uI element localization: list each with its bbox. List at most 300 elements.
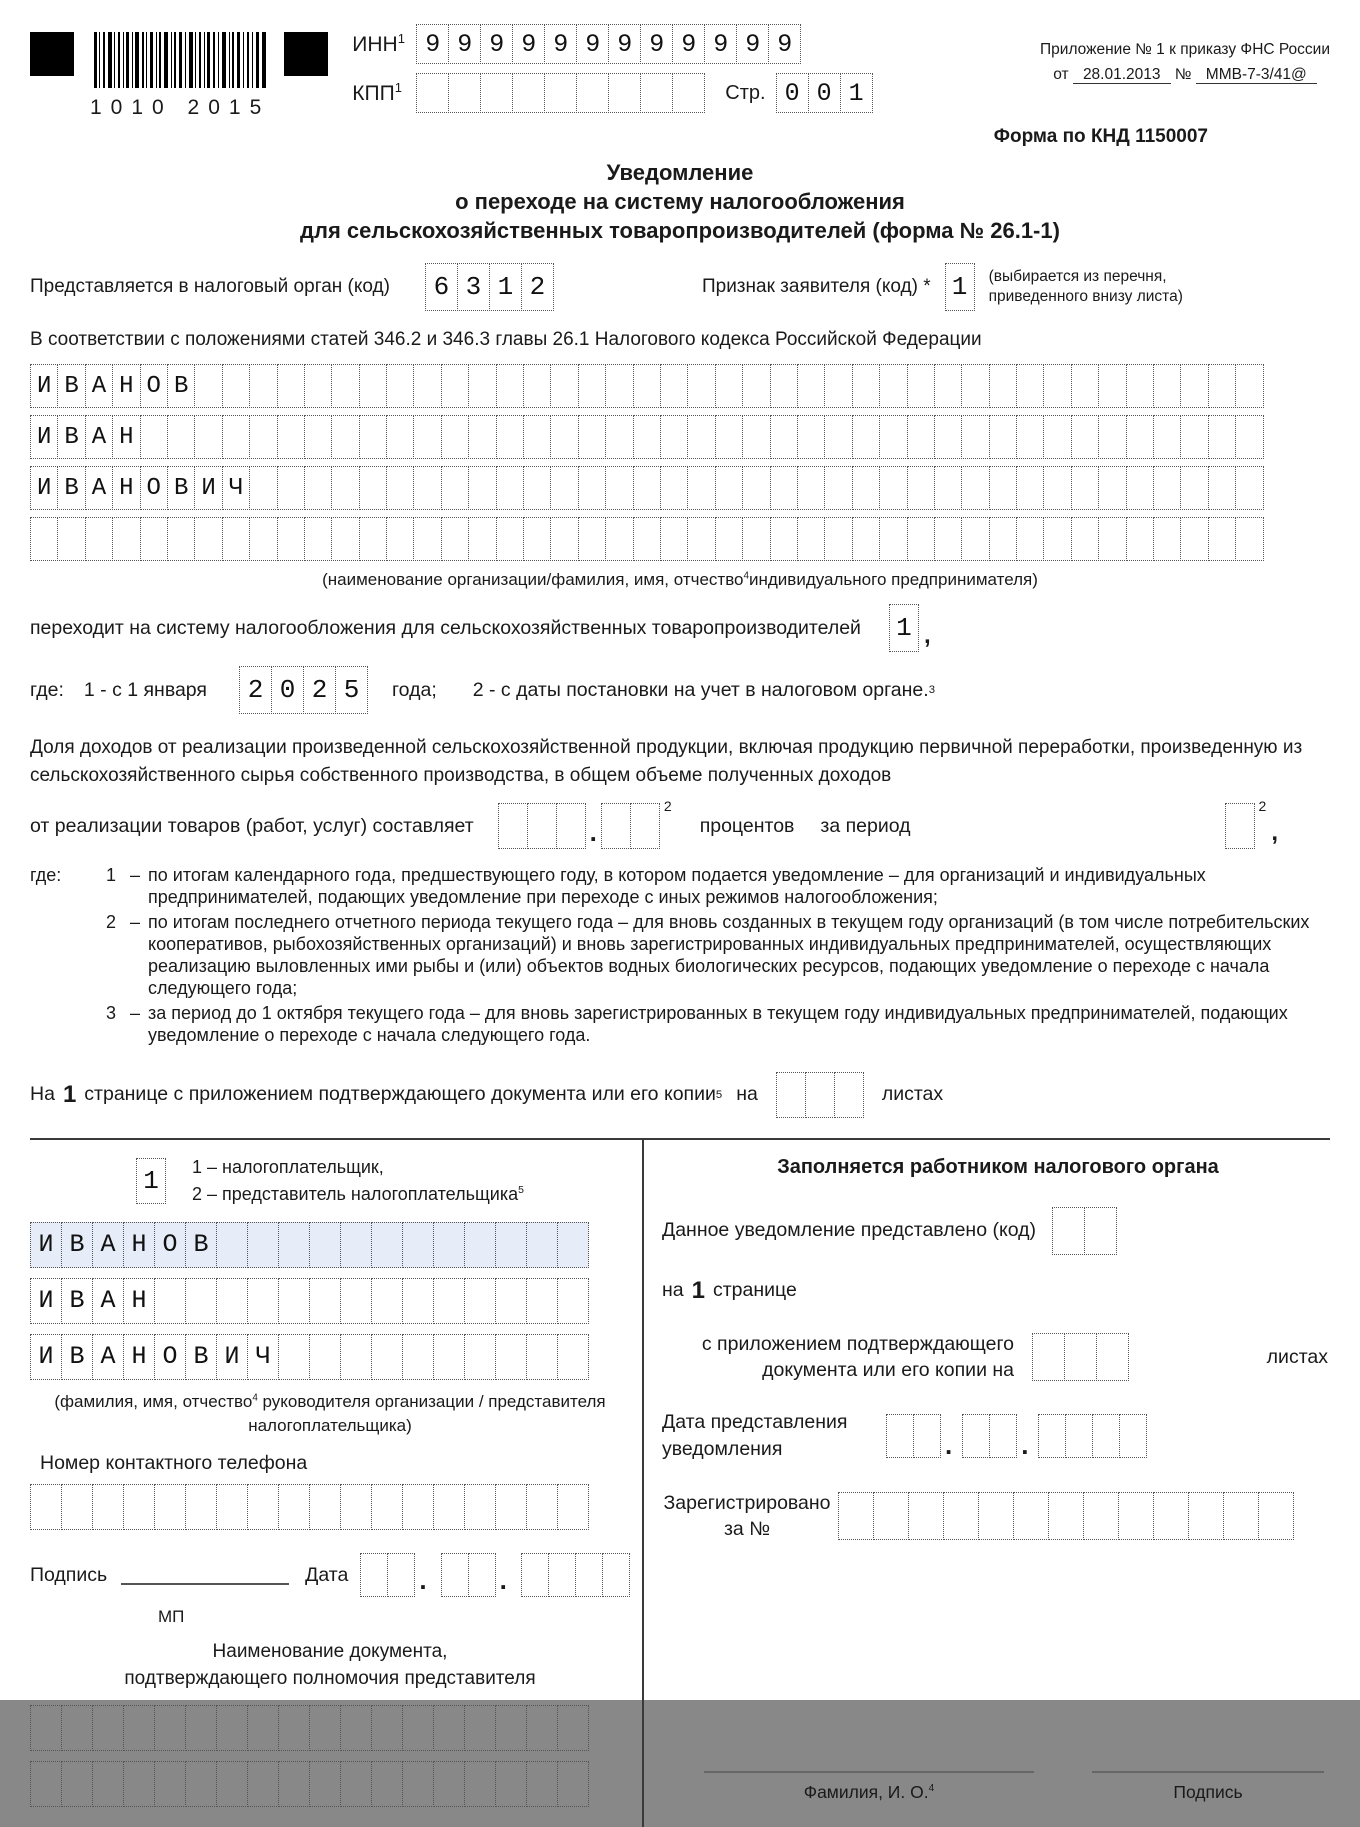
form-cell[interactable]: Н [112,415,140,459]
form-cell[interactable] [480,73,513,113]
form-cell[interactable]: 9 [448,24,481,64]
signer-firstname-field[interactable] [30,1278,589,1324]
form-cell[interactable] [277,364,305,408]
form-cell[interactable] [1016,415,1044,459]
form-cell[interactable] [413,415,441,459]
sign-date-year-field[interactable] [521,1553,630,1597]
form-cell[interactable] [222,517,250,561]
form-cell[interactable]: Н [123,1334,155,1380]
form-cell[interactable] [441,364,469,408]
form-cell[interactable] [521,1553,549,1597]
form-cell[interactable] [879,364,907,408]
office-date-month-field[interactable] [962,1414,1017,1458]
form-cell[interactable]: 9 [736,24,769,64]
form-cell[interactable] [1052,1207,1085,1255]
form-cell[interactable] [602,1553,630,1597]
form-cell[interactable] [498,803,528,849]
form-cell[interactable] [249,466,277,510]
form-cell[interactable] [989,364,1017,408]
form-cell[interactable] [340,1278,372,1324]
form-cell[interactable] [386,466,414,510]
form-cell[interactable] [433,1222,465,1268]
form-cell[interactable] [402,1222,434,1268]
form-cell[interactable] [1043,415,1071,459]
form-cell[interactable] [742,517,770,561]
form-cell[interactable] [526,1705,558,1751]
form-cell[interactable] [824,364,852,408]
name-field-1[interactable] [30,364,1264,408]
form-cell[interactable] [1016,466,1044,510]
form-cell[interactable] [495,1222,527,1268]
form-cell[interactable] [1071,364,1099,408]
form-cell[interactable]: 9 [416,24,449,64]
form-cell[interactable] [715,466,743,510]
form-cell[interactable] [633,364,661,408]
form-cell[interactable] [278,1705,310,1751]
form-cell[interactable] [1071,517,1099,561]
form-cell[interactable] [557,1222,589,1268]
form-cell[interactable] [140,517,168,561]
form-cell[interactable] [413,364,441,408]
form-cell[interactable] [1188,1492,1224,1540]
signature-line[interactable] [121,1565,289,1585]
form-cell[interactable] [1235,415,1263,459]
form-cell[interactable] [464,1761,496,1807]
form-cell[interactable]: О [140,466,168,510]
form-cell[interactable]: В [185,1334,217,1380]
form-cell[interactable] [1153,364,1181,408]
form-cell[interactable] [989,415,1017,459]
form-cell[interactable] [550,517,578,561]
period-field[interactable] [1225,803,1255,849]
form-cell[interactable] [742,466,770,510]
form-cell[interactable]: Н [123,1278,155,1324]
form-cell[interactable]: 9 [512,24,545,64]
form-cell[interactable]: 9 [768,24,801,64]
form-cell[interactable]: Н [123,1222,155,1268]
form-cell[interactable] [30,1761,62,1807]
form-cell[interactable] [309,1705,341,1751]
form-cell[interactable] [402,1278,434,1324]
form-cell[interactable] [1208,364,1236,408]
form-cell[interactable] [1235,517,1263,561]
form-cell[interactable] [277,415,305,459]
form-cell[interactable] [1258,1492,1294,1540]
form-cell[interactable] [359,466,387,510]
form-cell[interactable] [278,1484,310,1530]
form-cell[interactable] [776,1072,806,1118]
kpp-field[interactable] [416,73,705,113]
form-cell[interactable] [216,1222,248,1268]
form-cell[interactable] [464,1484,496,1530]
form-cell[interactable] [331,517,359,561]
form-cell[interactable] [578,364,606,408]
form-cell[interactable] [1153,466,1181,510]
office-date-year-field[interactable] [1038,1414,1147,1458]
form-cell[interactable] [770,466,798,510]
form-cell[interactable]: В [57,415,85,459]
form-cell[interactable] [278,1761,310,1807]
authority-document-field-2[interactable] [30,1761,589,1807]
form-cell[interactable] [687,415,715,459]
form-cell[interactable] [85,517,113,561]
form-cell[interactable]: Ч [247,1334,279,1380]
form-cell[interactable] [879,517,907,561]
form-cell[interactable] [907,466,935,510]
form-cell[interactable] [309,1761,341,1807]
form-cell[interactable] [92,1761,124,1807]
form-cell[interactable] [247,1761,279,1807]
form-cell[interactable]: 2 [303,666,336,714]
form-cell[interactable] [386,415,414,459]
form-cell[interactable] [1071,415,1099,459]
form-cell[interactable] [548,1553,576,1597]
form-cell[interactable] [1043,364,1071,408]
form-cell[interactable] [852,415,880,459]
form-cell[interactable] [557,1705,589,1751]
form-cell[interactable] [387,1553,415,1597]
form-cell[interactable]: А [92,1278,124,1324]
form-cell[interactable] [185,1705,217,1751]
form-cell[interactable] [879,415,907,459]
registration-number-field[interactable] [838,1492,1294,1540]
form-cell[interactable] [1225,803,1255,849]
attachment-sheets-field[interactable] [776,1072,864,1118]
form-cell[interactable] [1126,415,1154,459]
form-cell[interactable] [1048,1492,1084,1540]
form-cell[interactable] [402,1484,434,1530]
form-cell[interactable] [978,1492,1014,1540]
form-cell[interactable] [526,1761,558,1807]
form-cell[interactable] [277,466,305,510]
form-cell[interactable] [660,364,688,408]
form-cell[interactable] [934,517,962,561]
name-field-3[interactable] [30,466,1264,510]
submitted-code-field[interactable] [1052,1207,1117,1255]
form-cell[interactable] [943,1492,979,1540]
form-cell[interactable] [660,415,688,459]
form-cell[interactable] [464,1334,496,1380]
form-cell[interactable] [167,517,195,561]
form-cell[interactable] [495,1761,527,1807]
form-cell[interactable] [340,1222,372,1268]
form-cell[interactable]: 0 [808,73,841,113]
form-cell[interactable] [913,1414,941,1458]
form-cell[interactable]: 1 [945,263,975,311]
inn-field[interactable] [416,24,801,64]
form-cell[interactable] [222,415,250,459]
form-cell[interactable]: 0 [776,73,809,113]
form-cell[interactable] [715,415,743,459]
form-cell[interactable] [441,517,469,561]
form-cell[interactable] [660,517,688,561]
form-cell[interactable] [605,415,633,459]
form-cell[interactable] [575,1553,603,1597]
form-cell[interactable]: В [61,1222,93,1268]
form-cell[interactable] [123,1761,155,1807]
form-cell[interactable] [468,1553,496,1597]
form-cell[interactable] [304,466,332,510]
form-cell[interactable] [907,364,935,408]
form-cell[interactable] [1118,1492,1154,1540]
form-cell[interactable] [838,1492,874,1540]
form-cell[interactable] [633,466,661,510]
form-cell[interactable] [433,1705,465,1751]
form-cell[interactable] [304,517,332,561]
form-cell[interactable] [672,73,705,113]
form-cell[interactable] [523,517,551,561]
office-signature-line[interactable] [1092,1771,1324,1773]
form-cell[interactable]: И [30,466,58,510]
form-cell[interactable]: 2 [239,666,272,714]
form-cell[interactable] [1016,364,1044,408]
signer-patronymic-field[interactable] [30,1334,589,1380]
form-cell[interactable] [1153,517,1181,561]
form-cell[interactable] [630,803,660,849]
form-cell[interactable] [1208,517,1236,561]
form-cell[interactable] [907,415,935,459]
form-cell[interactable] [57,517,85,561]
form-cell[interactable] [371,1334,403,1380]
form-cell[interactable] [216,1705,248,1751]
form-cell[interactable] [1096,1333,1129,1381]
form-cell[interactable] [1032,1333,1065,1381]
phone-field[interactable] [30,1484,589,1530]
form-cell[interactable]: И [30,1334,62,1380]
form-cell[interactable] [852,517,880,561]
form-cell[interactable] [92,1705,124,1751]
office-date-day-field[interactable] [886,1414,941,1458]
form-cell[interactable] [1098,466,1126,510]
form-cell[interactable] [402,1761,434,1807]
form-cell[interactable] [495,1484,527,1530]
form-cell[interactable] [495,1705,527,1751]
form-cell[interactable] [1083,1492,1119,1540]
form-cell[interactable] [278,1334,310,1380]
form-cell[interactable]: 9 [640,24,673,64]
page-number-field[interactable] [776,73,873,113]
form-cell[interactable] [495,1278,527,1324]
form-cell[interactable] [1208,415,1236,459]
form-cell[interactable] [797,415,825,459]
form-cell[interactable] [61,1761,93,1807]
signer-code-field[interactable] [136,1158,166,1204]
form-cell[interactable] [468,517,496,561]
form-cell[interactable]: А [92,1334,124,1380]
form-cell[interactable]: 1 [840,73,873,113]
form-cell[interactable] [907,517,935,561]
form-cell[interactable] [556,803,586,849]
form-cell[interactable] [770,364,798,408]
form-cell[interactable] [824,517,852,561]
form-cell[interactable] [309,1484,341,1530]
form-cell[interactable]: 0 [271,666,304,714]
form-cell[interactable] [608,73,641,113]
percent-fraction-field[interactable] [601,803,660,849]
form-cell[interactable] [742,364,770,408]
signer-surname-field[interactable] [30,1222,589,1268]
form-cell[interactable] [441,466,469,510]
form-cell[interactable] [660,466,688,510]
form-cell[interactable] [687,517,715,561]
form-cell[interactable] [886,1414,914,1458]
form-cell[interactable]: А [85,415,113,459]
form-cell[interactable]: 6 [425,263,458,311]
form-cell[interactable] [989,1414,1017,1458]
form-cell[interactable] [605,517,633,561]
form-cell[interactable] [331,364,359,408]
form-cell[interactable] [834,1072,864,1118]
form-cell[interactable] [371,1761,403,1807]
form-cell[interactable]: В [61,1334,93,1380]
form-cell[interactable] [247,1484,279,1530]
form-cell[interactable] [194,364,222,408]
form-cell[interactable]: 9 [704,24,737,64]
form-cell[interactable] [61,1705,93,1751]
form-cell[interactable] [1153,1492,1189,1540]
form-cell[interactable] [402,1705,434,1751]
form-cell[interactable] [216,1484,248,1530]
sign-date-month-field[interactable] [441,1553,496,1597]
form-cell[interactable] [961,517,989,561]
form-cell[interactable] [413,517,441,561]
form-cell[interactable] [216,1278,248,1324]
form-cell[interactable]: 1 [889,604,919,652]
form-cell[interactable] [495,1334,527,1380]
form-cell[interactable] [742,415,770,459]
form-cell[interactable]: Ч [222,466,250,510]
form-cell[interactable] [154,1705,186,1751]
form-cell[interactable] [464,1705,496,1751]
form-cell[interactable]: О [140,364,168,408]
form-cell[interactable] [550,364,578,408]
form-cell[interactable] [416,73,449,113]
form-cell[interactable]: И [30,364,58,408]
form-cell[interactable] [340,1761,372,1807]
name-field-4[interactable] [30,517,1264,561]
form-cell[interactable] [523,415,551,459]
form-cell[interactable] [30,1705,62,1751]
form-cell[interactable] [873,1492,909,1540]
form-cell[interactable] [1180,364,1208,408]
form-cell[interactable] [496,466,524,510]
form-cell[interactable] [824,466,852,510]
form-cell[interactable] [770,517,798,561]
form-cell[interactable] [770,415,798,459]
form-cell[interactable] [216,1761,248,1807]
form-cell[interactable]: 9 [480,24,513,64]
form-cell[interactable] [249,415,277,459]
form-cell[interactable]: 2 [521,263,554,311]
form-cell[interactable] [278,1222,310,1268]
form-cell[interactable] [1065,1414,1093,1458]
form-cell[interactable]: В [57,466,85,510]
form-cell[interactable] [526,1484,558,1530]
form-cell[interactable] [464,1222,496,1268]
form-cell[interactable] [852,364,880,408]
office-name-line[interactable] [704,1771,1034,1773]
form-cell[interactable] [805,1072,835,1118]
form-cell[interactable] [550,415,578,459]
form-cell[interactable] [1064,1333,1097,1381]
form-cell[interactable] [371,1222,403,1268]
form-cell[interactable] [371,1278,403,1324]
form-cell[interactable] [578,466,606,510]
form-cell[interactable] [468,415,496,459]
form-cell[interactable]: И [30,1278,62,1324]
form-cell[interactable] [934,415,962,459]
form-cell[interactable] [523,466,551,510]
form-cell[interactable] [1038,1414,1066,1458]
form-cell[interactable]: А [92,1222,124,1268]
form-cell[interactable]: 9 [544,24,577,64]
transition-code-field[interactable] [889,604,919,652]
form-cell[interactable] [550,466,578,510]
form-cell[interactable] [557,1484,589,1530]
form-cell[interactable] [578,415,606,459]
form-cell[interactable] [154,1484,186,1530]
year-field[interactable] [239,666,368,714]
form-cell[interactable] [557,1334,589,1380]
form-cell[interactable] [1208,466,1236,510]
form-cell[interactable] [640,73,673,113]
form-cell[interactable] [448,73,481,113]
form-cell[interactable] [934,466,962,510]
form-cell[interactable] [167,415,195,459]
form-cell[interactable] [557,1278,589,1324]
form-cell[interactable] [249,517,277,561]
authority-document-field-1[interactable] [30,1705,589,1751]
form-cell[interactable] [386,517,414,561]
form-cell[interactable]: И [30,1222,62,1268]
form-cell[interactable]: 1 [489,263,522,311]
applicant-attribute-field[interactable] [945,263,975,311]
form-cell[interactable] [578,517,606,561]
form-cell[interactable] [496,517,524,561]
form-cell[interactable]: 3 [457,263,490,311]
form-cell[interactable] [1084,1207,1117,1255]
form-cell[interactable] [1043,466,1071,510]
form-cell[interactable] [1043,517,1071,561]
form-cell[interactable] [340,1705,372,1751]
form-cell[interactable] [633,517,661,561]
form-cell[interactable] [1180,466,1208,510]
form-cell[interactable]: 9 [672,24,705,64]
percent-integer-field[interactable] [498,803,586,849]
form-cell[interactable] [340,1334,372,1380]
form-cell[interactable]: В [185,1222,217,1268]
form-cell[interactable] [989,466,1017,510]
form-cell[interactable] [1126,517,1154,561]
form-cell[interactable] [468,466,496,510]
form-cell[interactable] [526,1278,558,1324]
form-cell[interactable] [512,73,545,113]
form-cell[interactable] [402,1334,434,1380]
form-cell[interactable]: 9 [576,24,609,64]
sign-date-day-field[interactable] [360,1553,415,1597]
form-cell[interactable] [908,1492,944,1540]
form-cell[interactable] [30,1484,62,1530]
form-cell[interactable] [340,1484,372,1530]
form-cell[interactable]: О [154,1334,186,1380]
form-cell[interactable] [222,364,250,408]
form-cell[interactable] [123,1705,155,1751]
form-cell[interactable] [496,364,524,408]
form-cell[interactable] [557,1761,589,1807]
form-cell[interactable] [413,466,441,510]
form-cell[interactable] [304,415,332,459]
form-cell[interactable] [1071,466,1099,510]
